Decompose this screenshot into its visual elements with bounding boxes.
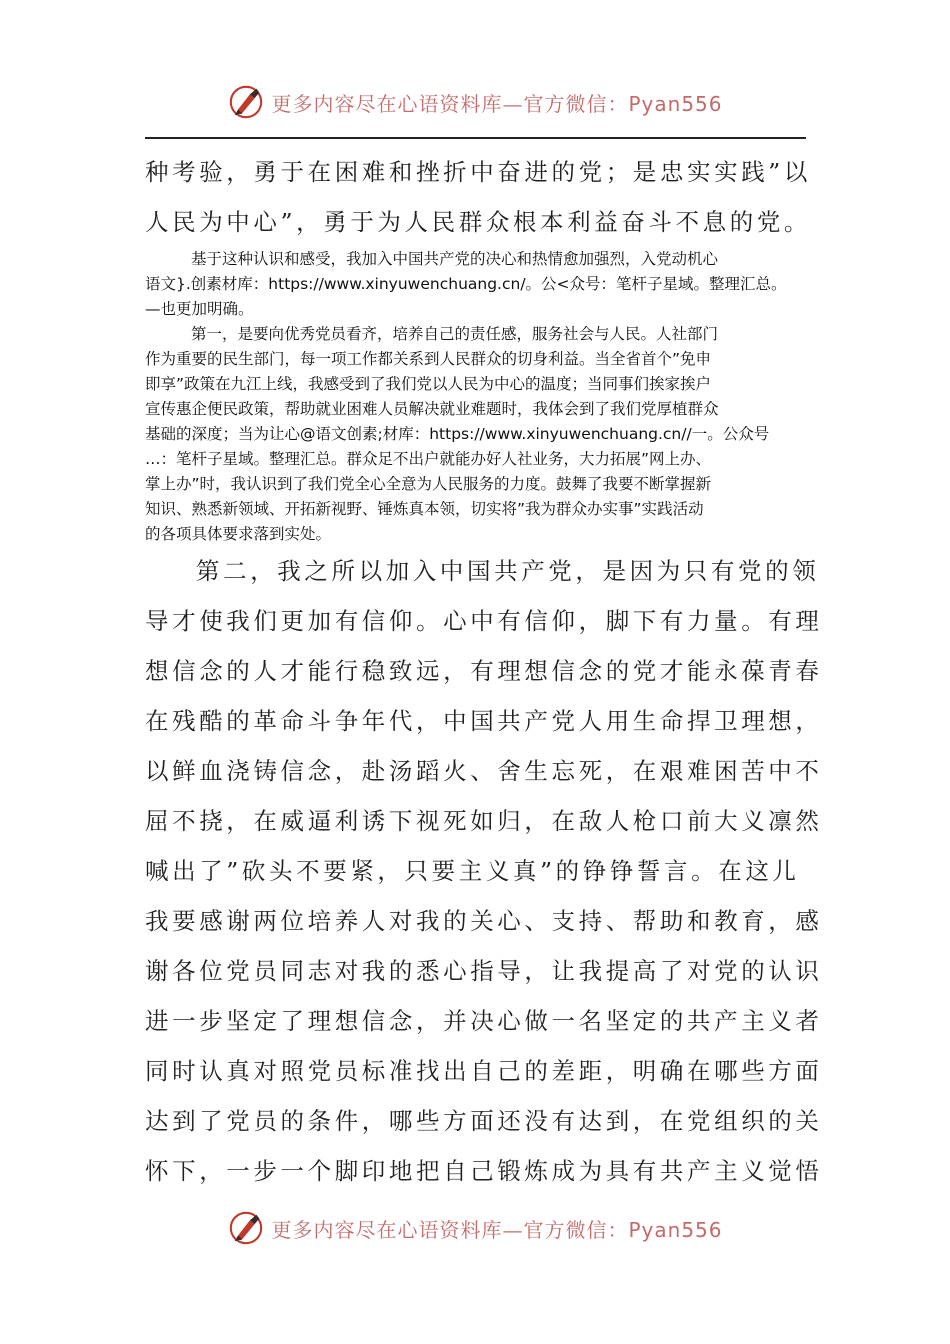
header-banner-text: [271, 88, 722, 117]
header-divider: [145, 137, 806, 139]
pen-nib-logo-icon: [227, 1209, 265, 1247]
footer-banner-suffix: 官方微信：: [523, 1217, 629, 1242]
text-line: —也更加明确。: [145, 300, 254, 318]
text-line: 语文}.创素材库：https://www.xinyuwenchuang.cn/。公<众号：笔杆子星域。整理汇总。: [145, 275, 787, 293]
text-line: 进一步坚定了理想信念，并决心做一名坚定的共产主义者: [145, 1007, 823, 1035]
footer-banner: [0, 1206, 950, 1250]
header-wechat-id: Pyan556: [628, 91, 723, 116]
text-line: 掌上办”时，我认识到了我们党全心全意为人民服务的力度。鼓舞了我要不断掌握新: [145, 475, 712, 493]
pen-nib-logo-icon: [227, 83, 265, 121]
text-line: 知识、熟悉新领域、开拓新视野、锤炼真本领，切实将”我为群众办实事”实践活动: [145, 500, 704, 518]
text-line: 第二，我之所以加入中国共产党，是因为只有党的领: [196, 557, 820, 585]
text-line: 同时认真对照党员标准找出自己的差距，明确在哪些方面: [145, 1057, 823, 1085]
footer-banner-title: 更多内容尽在心语资料库: [271, 1217, 503, 1242]
footer-banner-dash: —: [502, 1217, 524, 1242]
text-line: 在残酷的革命斗争年代，中国共产党人用生命捍卫理想，: [145, 707, 823, 735]
text-line: 怀下，一步一个脚印地把自己锻炼成为具有共产主义觉悟: [145, 1157, 823, 1185]
footer-banner-text: [271, 1214, 722, 1243]
text-line: 谢各位党员同志对我的悉心指导，让我提高了对党的认识: [145, 957, 823, 985]
header-banner-suffix: 官方微信：: [523, 91, 629, 116]
text-line: 想信念的人才能行稳致远，有理想信念的党才能永葆青春: [145, 657, 823, 685]
text-line: 我要感谢两位培养人对我的关心、支持、帮助和教育，感: [145, 907, 823, 935]
paragraph-first-point: [145, 322, 825, 547]
text-line: 人民为中心”，勇于为人民群众根本利益奋斗不息的党。: [145, 208, 812, 236]
text-line: 以鲜血浇铸信念，赴汤蹈火、舍生忘死，在艰难困苦中不: [145, 757, 823, 785]
text-line: 达到了党员的条件，哪些方面还没有达到，在党组织的关: [145, 1107, 823, 1135]
text-line: 基于这种认识和感受，我加入中国共产党的决心和热情愈加强烈，入党动机心: [191, 250, 719, 268]
footer-wechat-id: Pyan556: [628, 1217, 723, 1242]
paragraph-second-point: [145, 546, 823, 1196]
text-line: 屈不挠，在威逼利诱下视死如归，在敌人枪口前大义凛然: [145, 807, 823, 835]
text-line: 第一，是要向优秀党员看齐，培养自己的责任感，服务社会与人民。人社部门: [191, 325, 719, 343]
header-banner-dash: —: [502, 91, 524, 116]
text-line: 宣传惠企便民政策，帮助就业困难人员解决就业难题时，我体会到了我们党厚植群众: [145, 400, 719, 418]
text-line: 基础的深度；当为让心@语文创素;材库：https://www.xinyuwenchuang.cn//一。公众号: [145, 425, 770, 443]
text-line: 喊出了”砍头不要紧，只要主义真”的铮铮誓言。在这儿: [145, 857, 800, 885]
text-line: …：笔杆子星域。整理汇总。群众足不出户就能办好人社业务，大力拓展”网上办、: [145, 450, 712, 468]
text-line: 导才使我们更加有信仰。心中有信仰，脚下有力量。有理: [145, 607, 823, 635]
header-banner: [0, 80, 950, 124]
top-text-block: [145, 147, 812, 247]
text-line: 即享”政策在九江上线，我感受到了我们党以人民为中心的温度；当同事们挨家挨户: [145, 375, 712, 393]
text-line: 的各项具体要求落到实处。: [145, 525, 332, 543]
header-banner-title: 更多内容尽在心语资料库: [271, 91, 503, 116]
text-line: 作为重要的民生部门，每一项工作都关系到人民群众的切身利益。当全省首个”免申: [145, 350, 712, 368]
paragraph-motivation: [145, 247, 825, 322]
text-line: 种考验，勇于在困难和挫折中奋进的党；是忠实实践”以: [145, 158, 812, 186]
